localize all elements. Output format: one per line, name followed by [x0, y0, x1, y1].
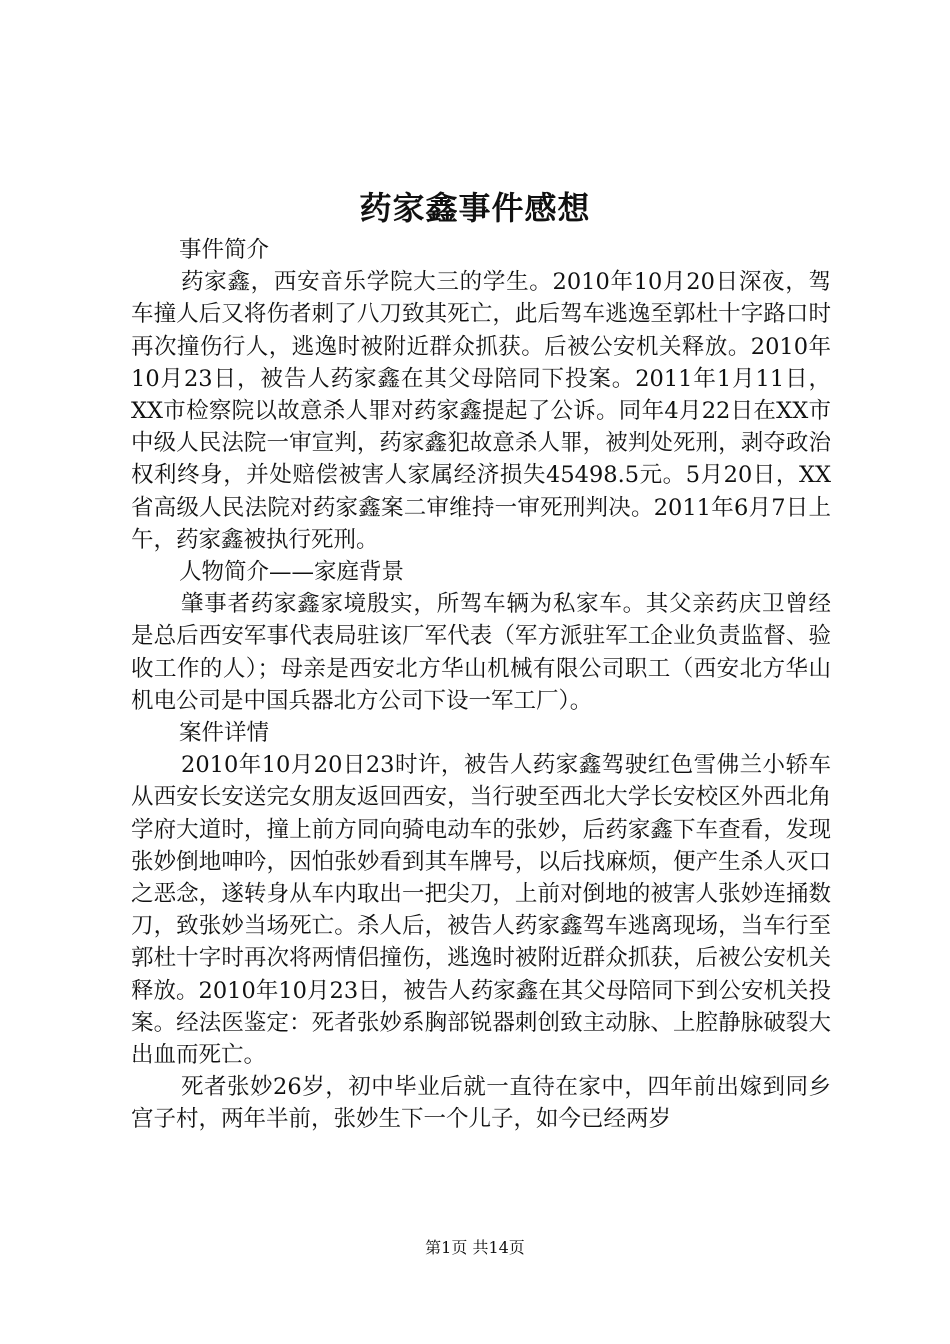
section-heading-event-summary: 事件简介 — [179, 237, 270, 263]
paragraph-event-summary: 药家鑫，西安音乐学院大三的学生。2010年10月20日深夜，驾车撞人后又将伤者刺了八刀致其死亡，此后驾车逃逸至郭杜十字路口时再次撞伤行人，逃逸时被附近群众抓获。后被公安机关释放。2010年10月23日，被告人药家鑫在其父母陪同下投案。2011年1月11日，XX市检察院以故意杀人罪对药家鑫提起了公诉。同年4月22日在XX市中级人民法院一审宣判，药家鑫犯故意杀人罪，被判处死刑，剥夺政治权利终身，并处赔偿被害人家属经济损失45498.5元。5月20日，XX省高级人民法院对药家鑫案二审维持一审死刑判决。2011年6月7日上午，药家鑫被执行死刑。 — [131, 269, 831, 553]
document-body — [131, 234, 831, 1136]
section-heading-case-details: 案件详情 — [179, 720, 270, 747]
page-number-footer: 第1页 共14页 — [425, 1238, 525, 1257]
paragraph-case-details: 2010年10月20日23时许，被告人药家鑫驾驶红色雪佛兰小轿车从西安长安送完女朋友返回西安，当行驶至西北大学长安校区外西北角学府大道时，撞上前方同向骑电动车的张妙，后药家鑫下车查看，发现张妙倒地呻吟，因怕张妙看到其车牌号，以后找麻烦，便产生杀人灭口之恶念，遂转身从车内取出一把尖刀，上前对倒地的被害人张妙连捅数刀，致张妙当场死亡。杀人后，被告人药家鑫驾车逃离现场，当车行至郭杜十字时再次将两情侣撞伤，逃逸时被附近群众抓获，后被公安机关释放。2010年10月23日，被告人药家鑫在其父母陪同下到公安机关投案。经法医鉴定：死者张妙系胸部锐器刺创致主动脉、上腔静脉破裂大出血而死亡。 — [131, 752, 831, 1069]
paragraph-victim-info: 死者张妙26岁，初中毕业后就一直待在家中，四年前出嫁到同乡宫子村，两年半前，张妙生下一个儿子，如今已经两岁 — [131, 1074, 831, 1133]
section-heading-family-background: 人物简介——家庭背景 — [179, 559, 405, 586]
paragraph-family-background: 肇事者药家鑫家境殷实，所驾车辆为私家车。其父亲药庆卫曾经是总后西安军事代表局驻该厂军代表（军方派驻军工企业负责监督、验收工作的人）；母亲是西安北方华山机械有限公司职工（西安北方华山机电公司是中国兵器北方公司下设一军工厂）。 — [131, 591, 831, 714]
document-title: 药家鑫事件感想 — [359, 189, 591, 227]
